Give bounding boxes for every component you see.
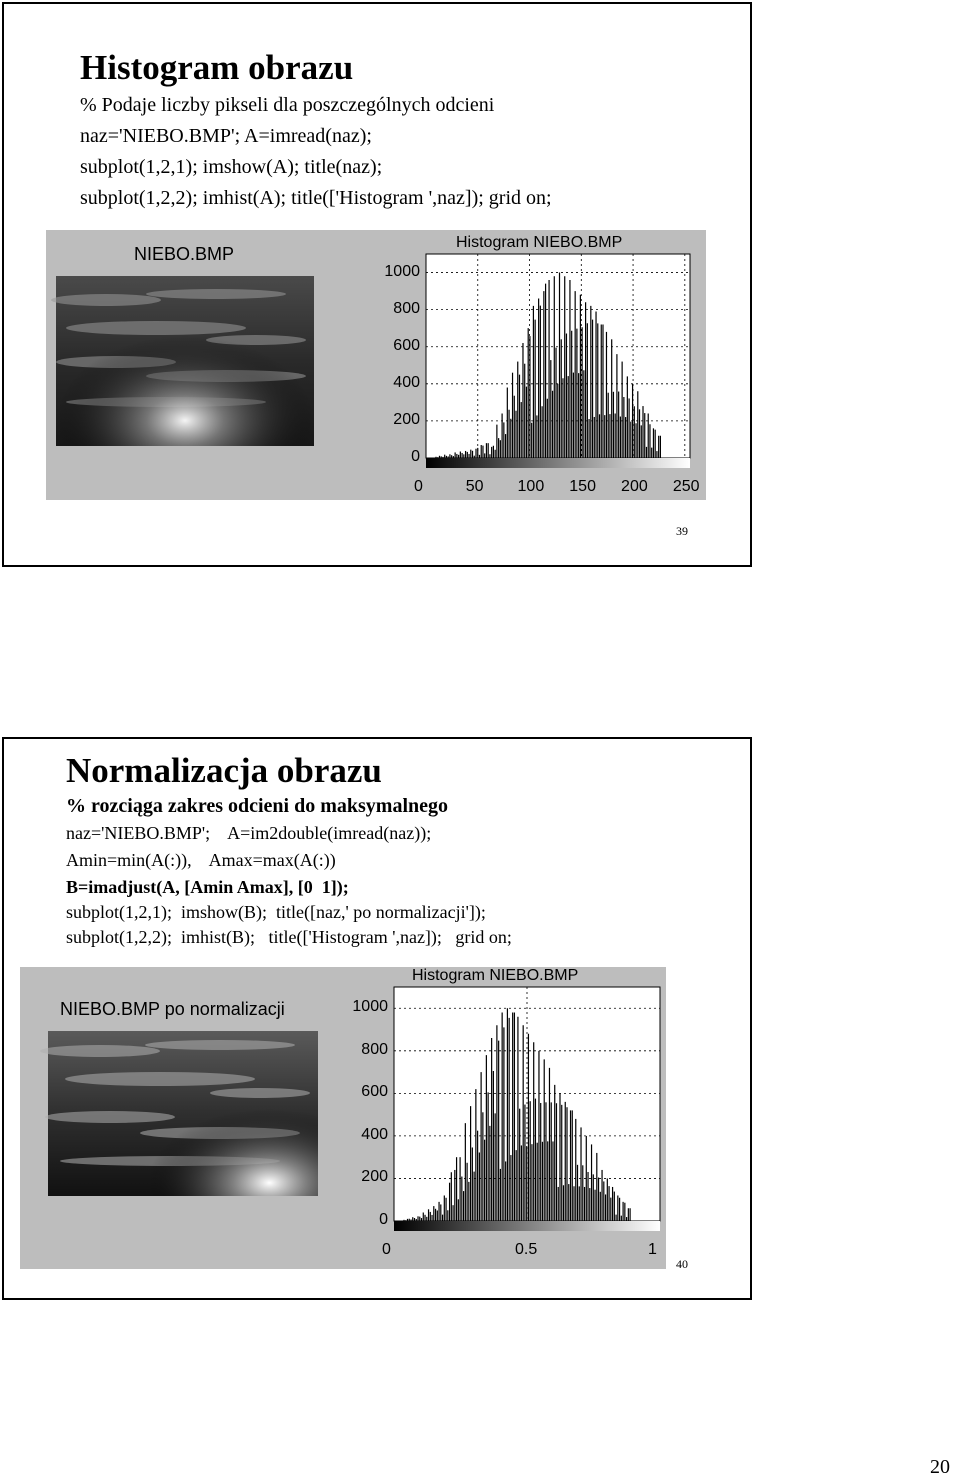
matlab-figure — [20, 967, 666, 1269]
code-line: subplot(1,2,1); imshow(A); title(naz); — [80, 156, 383, 178]
code-line: % rozciąga zakres odcieni do maksymalnego — [66, 795, 449, 817]
matlab-figure — [46, 230, 706, 500]
code-line: % Podaje liczby pikseli dla poszczególnych odcieni — [80, 94, 495, 116]
x-tick-label: 1 — [648, 1241, 657, 1258]
histogram-title: Histogram NIEBO.BMP — [412, 967, 579, 984]
x-tick-label: 0 — [414, 478, 423, 495]
slide-number: 39 — [676, 524, 688, 538]
y-tick-label: 200 — [393, 410, 420, 428]
slide-39 — [2, 2, 752, 567]
sky-image-normalized — [40, 1031, 318, 1196]
y-tick-label: 800 — [393, 299, 420, 317]
code-line: subplot(1,2,2); imhist(A); title(['Histogram ',naz]); grid on; — [80, 187, 552, 209]
sky-image — [51, 276, 314, 446]
y-tick-label: 600 — [393, 336, 420, 354]
histogram-axes-1 — [426, 254, 690, 458]
figure-canvas — [20, 967, 666, 1269]
x-tick-label: 50 — [465, 478, 484, 495]
y-tick-label: 400 — [393, 373, 420, 391]
slide-number: 40 — [676, 1257, 688, 1271]
y-tick-label: 400 — [361, 1125, 388, 1143]
x-tick-label: 150 — [569, 478, 596, 495]
y-tick-label: 1000 — [352, 998, 388, 1016]
y-tick-label: 800 — [361, 1040, 388, 1058]
x-tick-label: 0 — [382, 1241, 391, 1258]
y-tick-label: 0 — [379, 1211, 388, 1228]
y-tick-label: 200 — [361, 1168, 388, 1186]
code-line: naz='NIEBO.BMP'; A=imread(naz); — [80, 125, 372, 147]
code-line: naz='NIEBO.BMP'; A=im2double(imread(naz)); — [66, 823, 432, 843]
y-tick-label: 0 — [411, 448, 420, 465]
slide-title: Normalizacja obrazu — [66, 751, 382, 790]
grayscale-colorbar — [394, 1221, 660, 1231]
x-tick-label: 250 — [672, 478, 700, 495]
y-tick-label: 1000 — [384, 262, 420, 280]
page-number: 20 — [930, 1456, 950, 1478]
image-title: NIEBO.BMP po normalizacji — [60, 999, 285, 1019]
histogram-axes-2 — [394, 987, 660, 1221]
x-tick-label: 200 — [621, 478, 648, 495]
code-line: subplot(1,2,2); imhist(B); title(['Histogram ',naz]); grid on; — [66, 927, 512, 947]
x-tick-label: 100 — [517, 478, 545, 495]
slide-40 — [2, 737, 752, 1300]
slide-title: Histogram obrazu — [80, 48, 354, 87]
image-title: NIEBO.BMP — [134, 244, 235, 264]
code-line: subplot(1,2,1); imshow(B); title([naz,' po normalizacji']); — [66, 902, 486, 922]
histogram-title: Histogram NIEBO.BMP — [456, 234, 623, 251]
y-tick-label: 600 — [361, 1083, 388, 1101]
grayscale-colorbar — [426, 458, 690, 468]
code-line: B=imadjust(A, [Amin Amax], [0 1]); — [66, 877, 349, 897]
figure-canvas — [46, 230, 706, 500]
code-line: Amin=min(A(:)), Amax=max(A(:)) — [66, 850, 336, 870]
x-tick-label: 0.5 — [515, 1241, 538, 1258]
